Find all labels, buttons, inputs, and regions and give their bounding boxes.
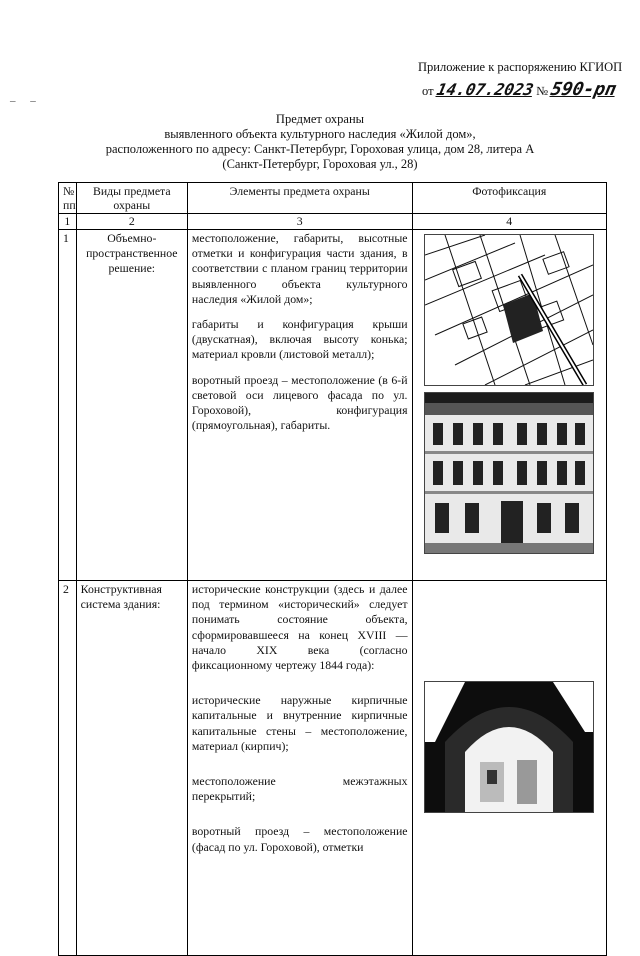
document-title bbox=[80, 112, 560, 172]
appendix-heading: Приложение к распоряжению КГИОП bbox=[418, 60, 623, 74]
title-line-3: расположенного по адресу: Санкт-Петербург, Гороховая улица, дом 28, литера А bbox=[105, 142, 535, 156]
row-kind: Конструктивная система здания: bbox=[76, 581, 187, 956]
element-item: местоположение, габариты, высотные отметки и конфигурация части здания, в соответствии с планом границ территории выявленного объекта культурного наследия «Жилой дом»; bbox=[191, 231, 408, 306]
number-prefix: № bbox=[536, 84, 549, 98]
table-row bbox=[59, 230, 607, 581]
date-prefix: от bbox=[422, 84, 434, 98]
column-number-row bbox=[59, 214, 607, 230]
row-elements bbox=[187, 230, 412, 581]
title-line-1: Предмет охраны bbox=[275, 112, 365, 126]
map-plan-icon bbox=[424, 234, 594, 386]
header-num: № пп bbox=[59, 183, 77, 214]
row-elements bbox=[187, 581, 412, 956]
colnum-4: 4 bbox=[412, 214, 606, 230]
row-photos bbox=[412, 230, 606, 581]
title-line-2: выявленного объекта культурного наследия «Жилой дом», bbox=[164, 127, 476, 141]
protection-table bbox=[58, 182, 607, 956]
handwritten-number: 590-рп bbox=[548, 79, 619, 100]
colnum-3: 3 bbox=[187, 214, 412, 230]
row-photos bbox=[412, 581, 606, 956]
building-facade-photo bbox=[424, 392, 594, 554]
header-elements: Элементы предмета охраны bbox=[187, 183, 412, 214]
colnum-2: 2 bbox=[76, 214, 187, 230]
row-kind: Объемно-пространственное решение: bbox=[76, 230, 187, 581]
element-item: исторические конструкции (здесь и далее под термином «исторический» следует понимать состояние объекта, сформировавшееся на конец XVIII — начало XIX века (согласно фиксационному чертежу 1844 года): bbox=[191, 582, 408, 673]
handwritten-date: 14.07.2023 bbox=[434, 80, 536, 99]
element-item: воротный проезд – местоположение (в 6-й световой оси лицевого фасада по ул. Гороховой), конфигурация (прямоугольная), габариты. bbox=[191, 372, 408, 433]
row-num: 1 bbox=[59, 230, 77, 581]
archway-photo bbox=[424, 681, 594, 813]
element-item: исторические наружные кирпичные капитальные и внутренние кирпичные капитальные стены – местоположение, материал (кирпич); bbox=[191, 693, 408, 753]
element-item: местоположение межэтажных перекрытий; bbox=[191, 774, 408, 804]
table-row bbox=[59, 581, 607, 956]
margin-mark: – – bbox=[10, 95, 42, 107]
element-item: воротный проезд – местоположение (фасад по ул. Гороховой), отметки bbox=[191, 824, 408, 854]
element-item: габариты и конфигурация крыши (двускатная), включая высоту конька; материал кровли (листовой металл); bbox=[191, 317, 408, 362]
header-kind: Виды предмета охраны bbox=[76, 183, 187, 214]
title-line-4: (Санкт-Петербург, Гороховая ул., 28) bbox=[222, 157, 418, 171]
table-header-row bbox=[59, 183, 607, 214]
colnum-1: 1 bbox=[59, 214, 77, 230]
row-num: 2 bbox=[59, 581, 77, 956]
appendix-date-line bbox=[422, 79, 619, 100]
header-photo: Фотофиксация bbox=[412, 183, 606, 214]
